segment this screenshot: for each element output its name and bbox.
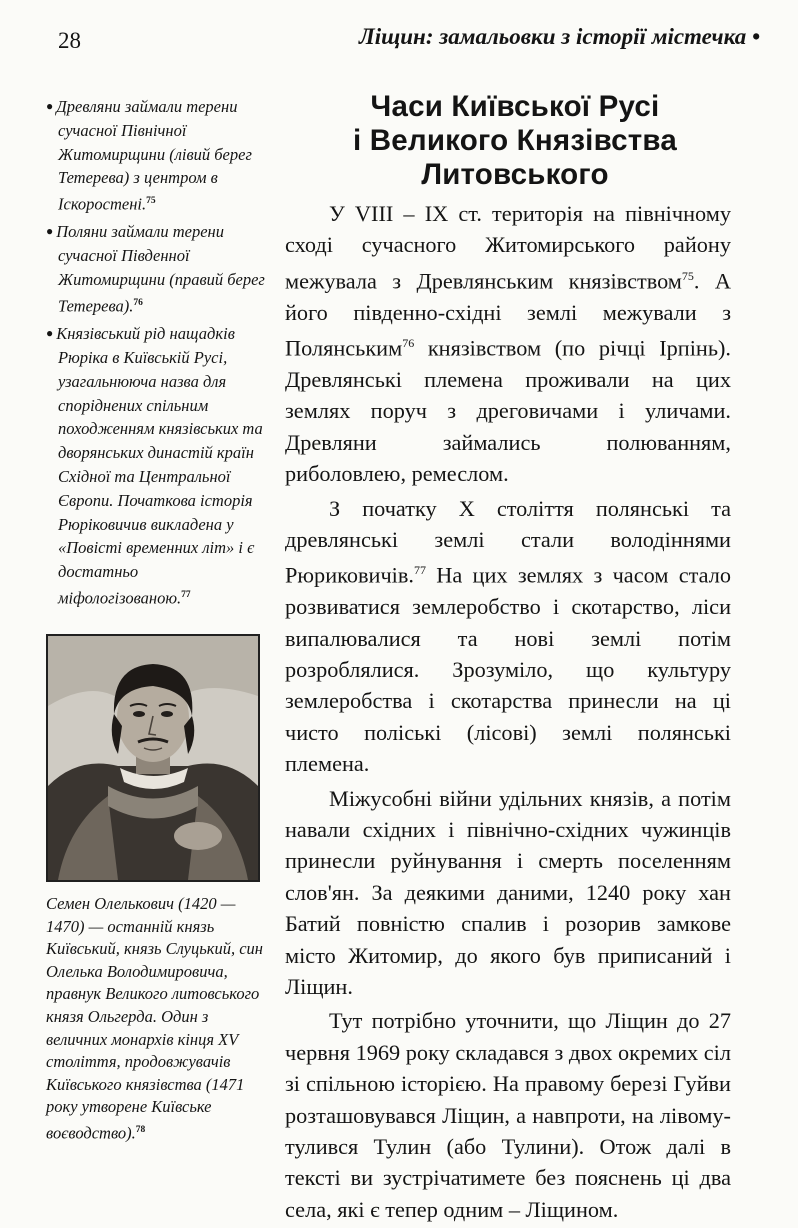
heading-line: Часи Київської Русі xyxy=(370,90,660,123)
footnote-ref: 75 xyxy=(146,196,156,207)
footnote-ref: 76 xyxy=(133,297,143,308)
page-number: 28 xyxy=(58,28,81,53)
paragraph-text: На цих землях з часом стало розвиватися землеробство і скотарство, ліси випалювалися та нові землі потім розроблялися. Зрозуміло, що культуру землеробства і скотарства принесли на ці чисто поліські (лісові) землі полянські племена. xyxy=(285,562,731,777)
portrait-caption xyxy=(46,893,268,1145)
paragraph-text: князівством (по річці Ірпінь). Древлянські племена проживали на цих землях поруч з дреговичами і уличами. Древляни займались полюванням, риболовлею, ремеслом. xyxy=(285,335,731,487)
footnote-ref: 76 xyxy=(402,336,415,351)
sidenote-text: Поляни займали терени сучасної Південної Житомирщини (правий берег Тетерева). xyxy=(56,222,265,316)
caption-text: Семен Олелькович (1420 — 1470) — останній князь Київський, князь Слуцький, син Олелька Володимировича, правнук Великого литовського князя Ольгерда. Один з величних монархів кінця XV століття, продовжувачів Київського князівства (1471 року утворене Київське воєводство). xyxy=(46,894,263,1143)
portrait-image xyxy=(46,634,260,882)
footnote-ref: 78 xyxy=(135,1124,146,1135)
footnote-ref: 77 xyxy=(413,563,426,578)
paragraph-text: З початку Х століття полянські та древлянські землі стали володіннями Рюриковичів. xyxy=(285,495,731,588)
sidebar-notes xyxy=(46,95,268,614)
paragraph-2 xyxy=(285,493,731,780)
sidenote-text: Древляни займали терени сучасної Північної Житомирщини (лівий берег Тетерева) з центром в Іскоростені. xyxy=(56,97,252,214)
bullet-icon: ● xyxy=(46,99,54,113)
section-heading xyxy=(299,90,731,192)
sidenote-text: Князівський рід нащадків Рюріка в Київській Русі, узагальнююча назва для споріднених спільним походженням князівських та дворянських династій країн Східної та Центральної Європи. Початкова історія Рюріковичив викладена у «Повісті временних літ» і є достатньо міфологізованою. xyxy=(56,324,263,608)
heading-line: і Великого Князівства xyxy=(353,124,677,157)
footnote-ref: 75 xyxy=(681,268,694,283)
sidenote-ryurikovychi xyxy=(46,322,268,610)
running-title: Ліщин: замальовки з історії містечка • xyxy=(358,24,760,49)
page-header xyxy=(0,0,798,70)
paragraph-text: У VIII – IX ст. територія на північному сході сучасного Житомирського району межувала з Древлянським князівством xyxy=(285,201,731,294)
footnote-ref: 77 xyxy=(181,589,191,600)
main-column xyxy=(285,90,731,1228)
bullet-icon: ● xyxy=(46,326,54,341)
portrait-illustration xyxy=(48,636,258,880)
bullet-icon: ● xyxy=(46,224,54,239)
heading-line: Литовського xyxy=(421,158,609,191)
sidenote-drevlyany xyxy=(46,95,268,216)
paragraph-text: . А його південно-східні землі межували з Полянським xyxy=(285,268,731,361)
paragraph-3: Міжусобні війни удільних князів, а потім навали східних і північно-східних чужинців принесли руйнування і смерть поселенням слов'ян. За деякими даними, 1240 року хан Батий повністю спалив і розорив замкове місто Житомир, до якого був приписаний і Ліщин. xyxy=(285,785,731,1000)
paragraph-1 xyxy=(285,198,731,490)
paragraph-4: Тут потрібно уточнити, що Ліщин до 27 червня 1969 року складався з двох окремих сіл зі спільною історією. На правому березі Гуйви розташовувався Ліщин, а навпроти, на лівому- тулився Тулин (або Тулини). Отож далі в тексті ви зустрічатимете без пояснень ці два села, які є тепер одним – Ліщином. xyxy=(285,1008,731,1222)
sidenote-polyany xyxy=(46,220,268,318)
